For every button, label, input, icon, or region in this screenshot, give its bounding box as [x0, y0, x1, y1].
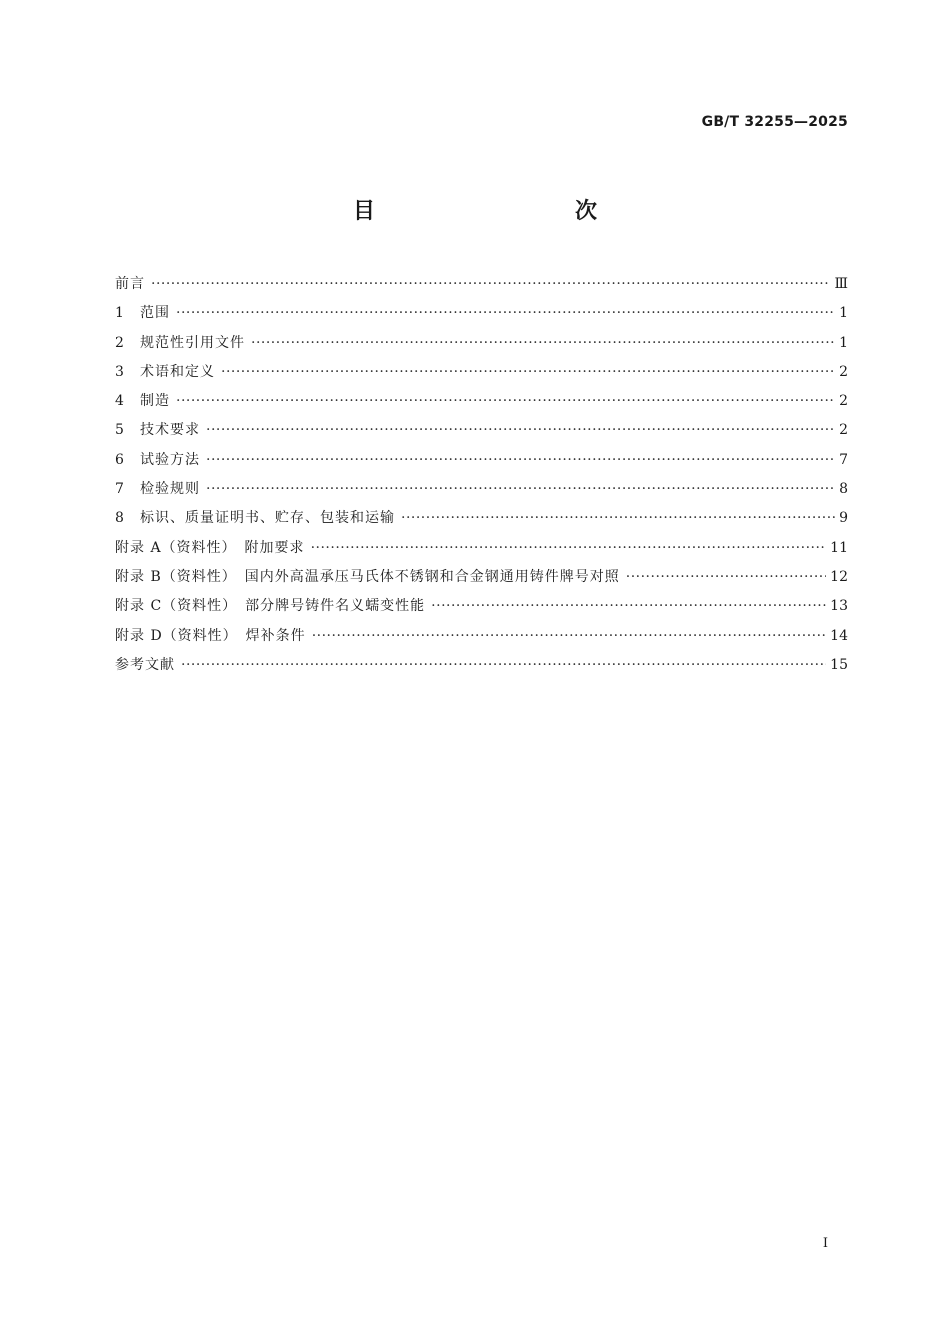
- toc-leader-dots: [401, 504, 835, 533]
- toc-leader-dots: [151, 270, 830, 299]
- toc-number: 1: [115, 305, 125, 322]
- toc-leader-dots: [206, 416, 835, 445]
- toc-label: 制造: [140, 393, 170, 410]
- table-of-contents: [115, 270, 848, 680]
- toc-entry-appendix-a[interactable]: [115, 534, 848, 563]
- toc-label: 术语和定义: [140, 363, 215, 380]
- toc-page: 2: [839, 363, 848, 380]
- toc-label: 附录 A（资料性） 附加要求: [115, 539, 305, 556]
- toc-label: 参考文献: [115, 656, 175, 673]
- toc-entry-8[interactable]: [115, 504, 848, 533]
- toc-page: 1: [839, 305, 848, 322]
- toc-page: 14: [830, 627, 848, 644]
- toc-page: 13: [830, 598, 848, 615]
- toc-number: 4: [115, 393, 125, 410]
- toc-leader-dots: [312, 622, 826, 651]
- toc-leader-dots: [176, 387, 835, 416]
- toc-entry-appendix-c[interactable]: [115, 592, 848, 621]
- toc-leader-dots: [251, 329, 835, 358]
- page-number: I: [822, 1236, 828, 1251]
- toc-entry-4[interactable]: [115, 387, 848, 416]
- page-title: 目 次: [352, 199, 649, 224]
- standard-code: GB/T 32255—2025: [701, 114, 848, 130]
- toc-entry-3[interactable]: [115, 358, 848, 387]
- toc-leader-dots: [431, 592, 826, 621]
- toc-entry-1[interactable]: [115, 299, 848, 328]
- toc-page: 12: [830, 568, 848, 585]
- toc-leader-dots: [206, 475, 835, 504]
- toc-number: 5: [115, 422, 125, 439]
- toc-number: 3: [115, 363, 125, 380]
- toc-label: 前言: [115, 276, 145, 292]
- toc-entry-6[interactable]: [115, 446, 848, 475]
- toc-entry-references[interactable]: [115, 651, 848, 680]
- toc-leader-dots: [311, 534, 827, 563]
- toc-number: 6: [115, 451, 125, 468]
- toc-leader-dots: [221, 358, 835, 387]
- toc-entry-appendix-b[interactable]: [115, 563, 848, 592]
- toc-page: Ⅲ: [834, 276, 848, 292]
- toc-entry-5[interactable]: [115, 416, 848, 445]
- toc-page: 11: [830, 539, 848, 556]
- toc-label: 附录 D（资料性） 焊补条件: [115, 627, 306, 644]
- toc-page: 15: [830, 656, 848, 673]
- toc-label: 附录 B（资料性） 国内外高温承压马氏体不锈钢和合金钢通用铸件牌号对照: [115, 568, 620, 585]
- toc-label: 检验规则: [140, 481, 200, 498]
- toc-leader-dots: [176, 299, 835, 328]
- toc-label: 规范性引用文件: [140, 334, 245, 351]
- toc-page: 2: [839, 393, 848, 410]
- toc-page: 8: [839, 481, 848, 498]
- toc-page: 1: [839, 334, 848, 351]
- toc-entry-appendix-d[interactable]: [115, 622, 848, 651]
- toc-entry-2[interactable]: [115, 329, 848, 358]
- toc-leader-dots: [626, 563, 826, 592]
- toc-label: 标识、质量证明书、贮存、包装和运输: [140, 510, 395, 527]
- toc-label: 附录 C（资料性） 部分牌号铸件名义蠕变性能: [115, 598, 426, 615]
- toc-label: 试验方法: [140, 451, 200, 468]
- toc-leader-dots: [181, 651, 826, 680]
- toc-entry-foreword[interactable]: [115, 270, 848, 299]
- toc-page: 9: [839, 510, 848, 527]
- toc-number: 8: [115, 510, 125, 527]
- toc-number: 7: [115, 481, 125, 498]
- toc-page: 7: [839, 451, 848, 468]
- toc-entry-7[interactable]: [115, 475, 848, 504]
- toc-page: 2: [839, 422, 848, 439]
- toc-leader-dots: [206, 446, 835, 475]
- toc-label: 范围: [140, 305, 170, 322]
- toc-number: 2: [115, 334, 125, 351]
- toc-label: 技术要求: [140, 422, 200, 439]
